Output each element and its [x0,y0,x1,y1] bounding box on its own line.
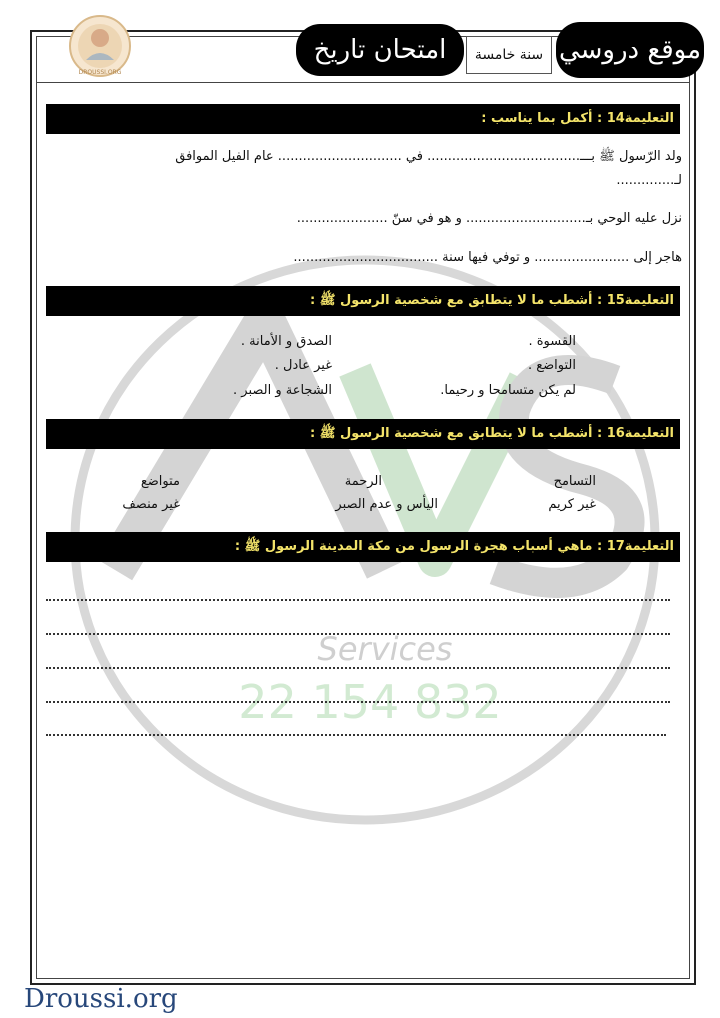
logo-text: DROUSSI.ORG [78,69,122,76]
instruction-16-bar [46,419,680,449]
exam-title: امتحان تاريخ [296,24,464,76]
instruction-17-bar [46,532,680,562]
q15-item: القسوة . [528,334,576,349]
footer-site-link[interactable]: Droussi.org [24,984,178,1014]
q16-item: اليأس و عدم الصبر [335,497,438,512]
q16-item: غير منصف [122,497,180,512]
q15-item: لم يكن متسامحا و رحيما. [440,383,576,398]
answer-line[interactable] [46,653,670,669]
q15-item: الصدق و الأمانة . [240,334,332,349]
answer-line[interactable] [46,687,670,703]
answer-line[interactable] [46,619,670,635]
q16-item: متواضع [140,474,180,489]
q16-item: الرحمة [344,474,382,489]
q16-item: غير كريم [548,497,596,512]
q14-line-1: ولد الرّسول ﷺ بـــ..................................... في .............................. عام الفيل الموافق [175,149,682,164]
header-divider [36,82,690,83]
q14-line-2: نزل عليه الوحي بـ............................. و هو في سنّ ...................... [296,211,682,226]
instruction-14-bar [46,104,680,134]
answer-line[interactable] [46,585,670,601]
instruction-17-title: التعليمة17 : ماهي أسباب هجرة الرسول من مكة المدينة الرسول ﷺ : [234,539,674,554]
q15-item: الشجاعة و الصبر . [233,383,332,398]
instruction-15-title: التعليمة15 : أشطب ما لا يتطابق مع شخصية الرسول ﷺ : [310,293,674,308]
q14-line-3: هاجر إلى ....................... و توفي فيها سنة ................................... [293,250,682,265]
instruction-14-title: التعليمة14 : أكمل بما يناسب : [481,111,674,126]
watermark-phone: 22 154 832 [238,675,502,729]
watermark-services: Services [317,630,453,668]
q15-item: غير عادل . [274,358,332,373]
q15-item: التواضع . [527,358,576,373]
droussi-logo [40,8,136,80]
instruction-16-title: التعليمة16 : أشطب ما لا يتطابق مع شخصية الرسول ﷺ : [310,426,674,441]
answer-line[interactable] [46,720,666,736]
grade-label: سنة خامسة [466,36,552,74]
q14-line-1b: لـ.............. [616,173,682,188]
instruction-15-bar [46,286,680,316]
q16-item: التسامح [553,474,596,489]
site-badge: موقع دروسي [556,22,704,78]
